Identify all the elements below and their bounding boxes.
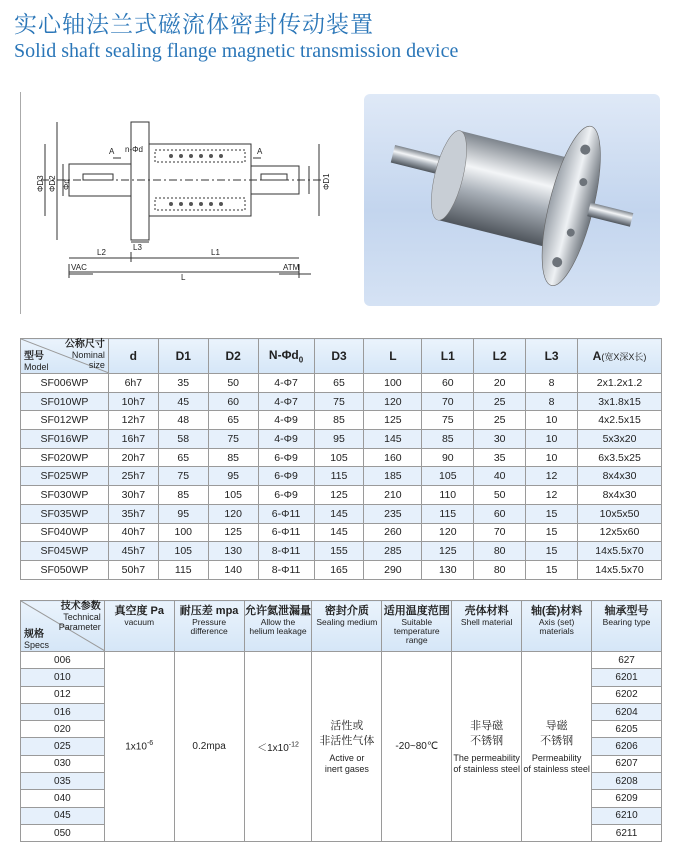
table-cell: 40h7 [108,523,158,542]
product-photo [364,94,660,306]
temperature-value-cell [382,652,452,842]
dimension-table-corner [21,339,109,374]
table-cell: 35h7 [108,504,158,523]
t2-col-temperature-en1: Suitable [401,617,433,627]
table-cell: 290 [364,560,422,579]
medium-cn1: 活性或 [330,719,364,732]
table-row [21,486,662,505]
bearing-cell: 6204 [592,703,662,720]
table-cell: 70 [422,392,474,411]
table-cell: 105 [314,448,364,467]
dimension-table-header [21,339,662,374]
table-cell: 95 [158,504,208,523]
t2-corner-top-en2: Parameter [58,622,101,632]
table-cell: 125 [422,542,474,561]
technical-parameter-table [20,600,662,842]
table-row [21,430,662,449]
table-cell: 6h7 [108,374,158,393]
vacuum-base: 1x10 [125,741,147,753]
col-header-d3: D3 [314,339,364,374]
label-l1: L1 [211,248,220,257]
t2-col-temperature-en2: temperature range [393,626,440,645]
col-header-l3: L3 [526,339,578,374]
table-cell: 70 [474,523,526,542]
table-row [21,392,662,411]
t2-col-vacuum-en1: vacuum [124,617,155,627]
spec-cell: 045 [21,807,105,824]
bearing-cell: 6205 [592,721,662,738]
spec-cell: 030 [21,755,105,772]
table-cell: 285 [364,542,422,561]
col-header-d2: D2 [208,339,258,374]
table-cell: 10 [526,448,578,467]
t2-col-temperature-cn: 适用温度范围 [383,605,450,617]
table-cell: 20h7 [108,448,158,467]
table-cell: 105 [422,467,474,486]
table-cell: 8-Φ11 [258,542,314,561]
table-cell: 125 [314,486,364,505]
table-cell: 8-Φ11 [258,560,314,579]
col-header-a-label: A [592,349,602,363]
label-l2: L2 [97,248,106,257]
table-cell: 185 [364,467,422,486]
t2-col-axis [522,601,592,652]
t2-col-medium-en1: Sealing medium [316,617,378,627]
page-title-cn: 实心轴法兰式磁流体密封传动装置 [14,12,374,38]
table-cell: 120 [208,504,258,523]
vacuum-value-cell [104,652,174,842]
table-cell: 45h7 [108,542,158,561]
vacuum-exp: -6 [146,740,154,748]
axis-cn2: 不锈钢 [540,734,574,747]
axis-en1: Permeability [531,752,582,763]
table-cell: 50 [208,374,258,393]
table-cell: 4-Φ7 [258,374,314,393]
label-a-right: A [257,147,263,156]
label-d: Φd [62,179,71,190]
corner-top-cn: 公称尺寸 [64,339,105,350]
table-cell: 30h7 [108,486,158,505]
page-title-en: Solid shaft sealing flange magnetic transmission device [14,40,459,62]
table-row [21,523,662,542]
axis-en2: of stainless steel [523,763,590,774]
table-cell: 3x1.8x15 [578,392,662,411]
t2-col-shell-en1: Shell material [460,617,513,627]
table-cell: 20 [474,374,526,393]
t2-col-axis-en2: materials [539,626,574,636]
table-cell: 85 [314,411,364,430]
table-cell: 15 [526,542,578,561]
bearing-cell: 6201 [592,669,662,686]
table-cell: 85 [158,486,208,505]
model-cell: SF025WP [21,467,109,486]
spec-cell: 025 [21,738,105,755]
medium-value-cell [312,652,382,842]
bearing-cell: 6210 [592,807,662,824]
t2-col-bearing [592,601,662,652]
table-row [21,374,662,393]
table-cell: 95 [208,467,258,486]
table-cell: 85 [422,430,474,449]
label-d3: ΦD3 [36,175,45,192]
table-cell: 155 [314,542,364,561]
pressure-value: 0.2mpa [192,741,226,753]
table-cell: 120 [422,523,474,542]
t2-col-shell-cn: 壳体材料 [464,605,509,617]
shell-cn1: 非导磁 [470,719,504,732]
t2-col-axis-en1: Axis (set) [538,617,575,627]
t2-corner-bot-cn: 规格 [24,629,44,640]
spec-cell: 040 [21,790,105,807]
bearing-cell: 6207 [592,755,662,772]
table-cell: 130 [422,560,474,579]
table-cell: 145 [314,504,364,523]
corner-bot-cn: 型号 [24,351,44,362]
dimension-table-body [21,374,662,580]
table-cell: 260 [364,523,422,542]
table-cell: 15 [526,523,578,542]
corner-bot-en: Model [24,362,49,372]
medium-cn2: 非活性气体 [319,734,375,747]
t2-col-pressure-cn: 耐压差 mpa [179,605,239,617]
t2-col-temperature [382,601,452,652]
model-cell: SF040WP [21,523,109,542]
drawing-lines [21,92,361,314]
bearing-cell: 6211 [592,824,662,841]
table-cell: 65 [158,448,208,467]
bearing-cell: 6202 [592,686,662,703]
technical-table-body [21,652,662,842]
axis-material-cell [522,652,592,842]
table-cell: 10x5x50 [578,504,662,523]
table-cell: 50 [474,486,526,505]
model-cell: SF030WP [21,486,109,505]
table-cell: 110 [422,486,474,505]
table-cell: 25 [474,411,526,430]
t2-corner-top-en1: Technical [63,612,101,622]
t2-col-pressure [174,601,244,652]
t2-col-medium-cn: 密封介质 [324,605,369,617]
table-cell: 80 [474,560,526,579]
table-cell: 210 [364,486,422,505]
table-cell: 120 [364,392,422,411]
corner-top-en2: size [88,360,105,370]
model-cell: SF035WP [21,504,109,523]
table-cell: 115 [422,504,474,523]
model-cell: SF016WP [21,430,109,449]
table-cell: 10 [526,430,578,449]
table-row [21,652,662,669]
table-cell: 35 [158,374,208,393]
t2-col-leakage-en2: helium leakage [249,626,307,636]
table-cell: 90 [422,448,474,467]
table-cell: 12 [526,467,578,486]
spec-cell: 020 [21,721,105,738]
shell-cn2: 不锈钢 [470,734,504,747]
col-header-nphid-label: N-Φd [268,347,299,362]
t2-col-vacuum-cn: 真空度 Pa [114,605,164,617]
t2-col-vacuum [104,601,174,652]
spec-cell: 006 [21,652,105,669]
dimension-table [20,338,662,580]
table-cell: 235 [364,504,422,523]
leak-exp: -12 [288,741,299,749]
axis-cn1: 导磁 [545,719,568,732]
col-header-d1: D1 [158,339,208,374]
label-nphi: n-Φd [125,145,143,154]
table-cell: 12 [526,486,578,505]
table-cell: 8 [526,374,578,393]
table-cell: 95 [314,430,364,449]
col-header-nphid [258,339,314,374]
medium-en1: Active or [329,752,365,763]
label-vac: VAC [71,263,87,272]
col-header-l2: L2 [474,339,526,374]
col-header-l: L [364,339,422,374]
table-cell: 75 [208,430,258,449]
table-cell: 105 [208,486,258,505]
table-cell: 45 [158,392,208,411]
leakage-value-cell [244,652,312,842]
table-row [21,448,662,467]
shell-en2: of stainless steel [453,763,520,774]
table-cell: 14x5.5x70 [578,560,662,579]
model-cell: SF045WP [21,542,109,561]
technical-table-corner [21,601,105,652]
table-cell: 4x2.5x15 [578,411,662,430]
t2-col-bearing-cn: 轴承型号 [604,605,649,617]
label-atm: ATM [283,263,300,272]
t2-col-axis-cn: 轴(套)材料 [530,605,583,617]
table-cell: 15 [526,504,578,523]
table-cell: 165 [314,560,364,579]
table-cell: 4-Φ7 [258,392,314,411]
table-cell: 100 [158,523,208,542]
spec-cell: 050 [21,824,105,841]
t2-col-medium [312,601,382,652]
table-cell: 140 [208,560,258,579]
table-cell: 145 [364,430,422,449]
table-cell: 160 [364,448,422,467]
t2-col-leakage-en1: Allow the [260,617,296,627]
table-cell: 60 [474,504,526,523]
col-header-a-note: (宽X深X长) [601,352,647,362]
bearing-cell: 627 [592,652,662,669]
technical-table-header [21,601,662,652]
table-cell: 6x3.5x25 [578,448,662,467]
t2-col-pressure-en2: difference [190,626,228,636]
t2-col-leakage-cn: 允许氦泄漏量 [244,605,311,617]
table-cell: 75 [314,392,364,411]
bearing-cell: 6208 [592,773,662,790]
shell-material-cell [452,652,522,842]
pressure-value-cell [174,652,244,842]
table-row [21,467,662,486]
table-row [21,560,662,579]
t2-col-leakage [244,601,312,652]
spec-cell: 010 [21,669,105,686]
bearing-cell: 6209 [592,790,662,807]
col-header-a [578,339,662,374]
label-d2: ΦD2 [48,175,57,192]
table-cell: 6-Φ9 [258,486,314,505]
table-cell: 6-Φ11 [258,523,314,542]
table-cell: 58 [158,430,208,449]
temperature-value: -20~80℃ [395,741,439,753]
table-row [21,542,662,561]
table-cell: 105 [158,542,208,561]
model-cell: SF012WP [21,411,109,430]
table-cell: 4-Φ9 [258,411,314,430]
t2-col-shell [452,601,522,652]
table-cell: 8x4x30 [578,486,662,505]
table-cell: 25h7 [108,467,158,486]
spec-cell: 035 [21,773,105,790]
table-cell: 48 [158,411,208,430]
shell-en1: The permeability [453,752,520,763]
table-cell: 100 [364,374,422,393]
table-cell: 125 [208,523,258,542]
table-cell: 8x4x30 [578,467,662,486]
model-cell: SF050WP [21,560,109,579]
leak-base: ＜1x10 [257,743,289,755]
table-cell: 16h7 [108,430,158,449]
table-cell: 5x3x20 [578,430,662,449]
col-header-nphid-sub: 0 [298,355,304,365]
table-cell: 80 [474,542,526,561]
table-cell: 65 [314,374,364,393]
table-cell: 15 [526,560,578,579]
table-cell: 85 [208,448,258,467]
table-cell: 40 [474,467,526,486]
table-cell: 115 [158,560,208,579]
table-cell: 12h7 [108,411,158,430]
label-l: L [181,273,186,282]
medium-en2: inert gases [324,763,369,774]
table-cell: 30 [474,430,526,449]
table-cell: 35 [474,448,526,467]
table-row [21,504,662,523]
table-cell: 6-Φ9 [258,467,314,486]
table-cell: 10 [526,411,578,430]
col-header-l1: L1 [422,339,474,374]
table-cell: 4-Φ9 [258,430,314,449]
model-cell: SF010WP [21,392,109,411]
table-cell: 65 [208,411,258,430]
t2-col-pressure-en1: Pressure [192,617,227,627]
t2-col-bearing-en1: Bearing type [602,617,651,627]
model-cell: SF020WP [21,448,109,467]
table-cell: 50h7 [108,560,158,579]
bearing-cell: 6206 [592,738,662,755]
table-cell: 60 [208,392,258,411]
table-cell: 125 [364,411,422,430]
table-cell: 115 [314,467,364,486]
table-row [21,411,662,430]
table-cell: 14x5.5x70 [578,542,662,561]
table-cell: 25 [474,392,526,411]
t2-corner-bot-en: Specs [24,640,50,650]
label-a-left: A [109,147,115,156]
label-l3: L3 [133,243,142,252]
model-cell: SF006WP [21,374,109,393]
table-cell: 8 [526,392,578,411]
corner-top-en1: Nominal [71,350,105,360]
spec-cell: 016 [21,703,105,720]
table-cell: 75 [158,467,208,486]
table-cell: 2x1.2x1.2 [578,374,662,393]
table-cell: 6-Φ9 [258,448,314,467]
col-header-d: d [108,339,158,374]
table-cell: 60 [422,374,474,393]
table-cell: 75 [422,411,474,430]
label-d1: ΦD1 [322,173,331,190]
table-cell: 130 [208,542,258,561]
table-cell: 12x5x60 [578,523,662,542]
table-cell: 145 [314,523,364,542]
table-cell: 6-Φ11 [258,504,314,523]
table-cell: 10h7 [108,392,158,411]
t2-corner-top-cn: 技术参数 [60,601,101,612]
spec-cell: 012 [21,686,105,703]
